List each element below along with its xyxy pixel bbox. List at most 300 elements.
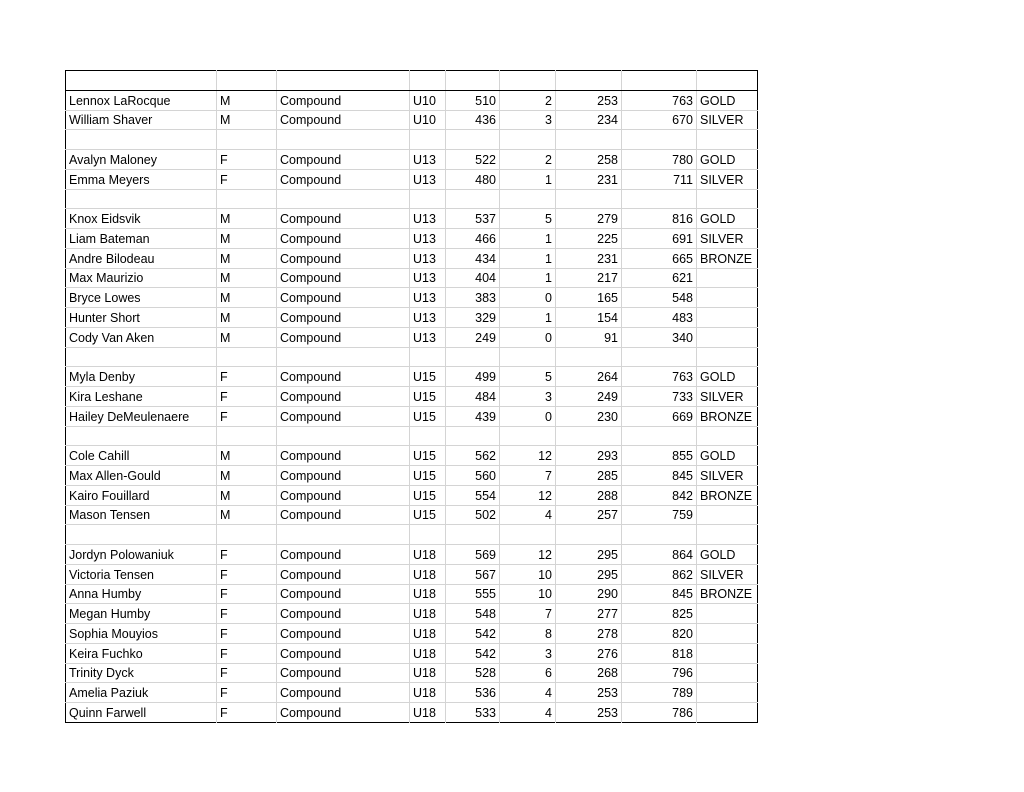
cell-name: Lennox LaRocque [66,90,217,110]
cell-bow: Compound [277,248,410,268]
cell-total: 763 [622,90,697,110]
cell-bow [277,426,410,446]
cell-round2: 276 [556,643,622,663]
cell-gender: M [217,110,277,130]
cell-score: 528 [446,663,500,683]
cell-name: Mason Tensen [66,505,217,525]
cell-round2: 295 [556,564,622,584]
cell-bow [277,71,410,91]
cell-score: 434 [446,248,500,268]
cell-name [66,347,217,367]
cell-medal: GOLD [697,209,758,229]
cell-bow: Compound [277,90,410,110]
cell-gender: F [217,663,277,683]
cell-score: 569 [446,545,500,565]
cell-round2: 293 [556,446,622,466]
cell-medal: SILVER [697,564,758,584]
cell-gender: M [217,288,277,308]
cell-age-class: U18 [410,545,446,565]
cell-name: Victoria Tensen [66,564,217,584]
cell-name: Trinity Dyck [66,663,217,683]
cell-medal [697,624,758,644]
cell-bow: Compound [277,703,410,723]
cell-bow: Compound [277,367,410,387]
cell-name: Knox Eidsvik [66,209,217,229]
cell-x-count: 5 [500,209,556,229]
results-table-body [66,71,758,723]
cell-total [622,189,697,209]
cell-score [446,130,500,150]
cell-x-count: 3 [500,643,556,663]
cell-bow: Compound [277,643,410,663]
cell-x-count [500,189,556,209]
cell-x-count: 0 [500,288,556,308]
table-row [66,485,758,505]
table-row [66,308,758,328]
cell-round2: 290 [556,584,622,604]
cell-total [622,347,697,367]
cell-medal [697,525,758,545]
cell-score: 466 [446,229,500,249]
cell-round2 [556,130,622,150]
cell-medal [697,643,758,663]
cell-round2: 165 [556,288,622,308]
cell-gender: F [217,584,277,604]
cell-gender: F [217,545,277,565]
cell-gender [217,426,277,446]
cell-round2: 154 [556,308,622,328]
cell-x-count: 1 [500,169,556,189]
cell-medal: GOLD [697,446,758,466]
cell-score: 383 [446,288,500,308]
cell-age-class: U18 [410,604,446,624]
cell-bow [277,130,410,150]
cell-medal: SILVER [697,229,758,249]
cell-age-class: U13 [410,169,446,189]
cell-name: Max Allen-Gould [66,466,217,486]
table-row [66,367,758,387]
cell-medal [697,268,758,288]
cell-total: 845 [622,466,697,486]
cell-bow: Compound [277,150,410,170]
cell-medal: SILVER [697,387,758,407]
cell-round2: 288 [556,485,622,505]
cell-score: 554 [446,485,500,505]
cell-medal: SILVER [697,466,758,486]
cell-score [446,525,500,545]
cell-age-class [410,189,446,209]
cell-score: 567 [446,564,500,584]
cell-medal [697,683,758,703]
cell-gender: F [217,624,277,644]
cell-round2: 277 [556,604,622,624]
cell-total: 816 [622,209,697,229]
cell-round2: 230 [556,406,622,426]
blank-row [66,130,758,150]
cell-round2: 268 [556,663,622,683]
cell-total [622,426,697,446]
cell-round2: 231 [556,169,622,189]
table-row [66,327,758,347]
cell-score: 436 [446,110,500,130]
cell-age-class [410,525,446,545]
cell-age-class: U15 [410,387,446,407]
cell-total: 483 [622,308,697,328]
cell-gender: F [217,564,277,584]
cell-score: 560 [446,466,500,486]
cell-name: Emma Meyers [66,169,217,189]
cell-round2: 253 [556,683,622,703]
cell-total: 786 [622,703,697,723]
cell-age-class: U10 [410,110,446,130]
cell-name: Sophia Mouyios [66,624,217,644]
cell-name: Megan Humby [66,604,217,624]
cell-age-class: U13 [410,308,446,328]
cell-total: 855 [622,446,697,466]
cell-score [446,71,500,91]
blank-row [66,71,758,91]
cell-x-count: 7 [500,466,556,486]
cell-gender: F [217,406,277,426]
cell-score: 249 [446,327,500,347]
cell-gender: M [217,248,277,268]
cell-name: Myla Denby [66,367,217,387]
cell-name: Hailey DeMeulenaere [66,406,217,426]
cell-medal [697,308,758,328]
cell-score: 510 [446,90,500,110]
cell-score: 542 [446,643,500,663]
cell-score: 499 [446,367,500,387]
cell-gender [217,71,277,91]
cell-gender: F [217,150,277,170]
cell-age-class: U15 [410,485,446,505]
table-row [66,505,758,525]
cell-total: 711 [622,169,697,189]
table-row [66,624,758,644]
cell-gender: M [217,308,277,328]
table-row [66,683,758,703]
cell-bow: Compound [277,288,410,308]
cell-score: 484 [446,387,500,407]
cell-total: 763 [622,367,697,387]
cell-x-count [500,347,556,367]
table-row [66,288,758,308]
blank-row [66,189,758,209]
cell-x-count: 12 [500,485,556,505]
cell-bow: Compound [277,663,410,683]
cell-medal [697,189,758,209]
cell-x-count [500,525,556,545]
cell-name: Keira Fuchko [66,643,217,663]
table-row [66,150,758,170]
table-row [66,209,758,229]
cell-medal: GOLD [697,367,758,387]
cell-x-count: 10 [500,564,556,584]
cell-score: 533 [446,703,500,723]
cell-name: Avalyn Maloney [66,150,217,170]
cell-bow: Compound [277,564,410,584]
cell-x-count: 3 [500,110,556,130]
cell-age-class: U15 [410,406,446,426]
cell-age-class [410,347,446,367]
cell-total: 780 [622,150,697,170]
cell-score: 562 [446,446,500,466]
cell-score: 536 [446,683,500,703]
cell-bow: Compound [277,387,410,407]
table-row [66,446,758,466]
cell-total: 842 [622,485,697,505]
cell-age-class: U15 [410,466,446,486]
cell-gender: F [217,703,277,723]
cell-name [66,189,217,209]
cell-x-count [500,130,556,150]
cell-bow: Compound [277,268,410,288]
cell-round2: 217 [556,268,622,288]
cell-round2: 278 [556,624,622,644]
cell-x-count: 0 [500,327,556,347]
cell-total: 864 [622,545,697,565]
cell-score [446,189,500,209]
cell-name [66,426,217,446]
cell-age-class: U18 [410,683,446,703]
cell-round2 [556,71,622,91]
cell-score: 502 [446,505,500,525]
cell-medal: BRONZE [697,584,758,604]
cell-age-class: U13 [410,209,446,229]
cell-name: Liam Bateman [66,229,217,249]
cell-round2: 257 [556,505,622,525]
table-row [66,604,758,624]
cell-x-count: 2 [500,90,556,110]
cell-round2: 285 [556,466,622,486]
cell-x-count: 1 [500,248,556,268]
cell-name: Cody Van Aken [66,327,217,347]
cell-x-count: 4 [500,683,556,703]
cell-medal: SILVER [697,169,758,189]
cell-round2: 234 [556,110,622,130]
cell-score: 548 [446,604,500,624]
cell-round2: 258 [556,150,622,170]
cell-bow: Compound [277,209,410,229]
cell-medal: BRONZE [697,485,758,505]
table-row [66,169,758,189]
cell-score [446,426,500,446]
cell-age-class: U13 [410,268,446,288]
table-row [66,663,758,683]
cell-x-count: 1 [500,308,556,328]
table-row [66,584,758,604]
cell-x-count: 6 [500,663,556,683]
cell-total: 665 [622,248,697,268]
cell-round2: 231 [556,248,622,268]
cell-bow: Compound [277,406,410,426]
cell-score: 480 [446,169,500,189]
cell-gender: M [217,268,277,288]
cell-bow [277,189,410,209]
cell-name: Amelia Paziuk [66,683,217,703]
table-row [66,110,758,130]
cell-medal [697,703,758,723]
cell-x-count: 4 [500,505,556,525]
cell-name: Anna Humby [66,584,217,604]
cell-name: Andre Bilodeau [66,248,217,268]
cell-round2: 295 [556,545,622,565]
cell-age-class: U18 [410,643,446,663]
cell-age-class: U18 [410,584,446,604]
cell-score: 537 [446,209,500,229]
cell-x-count: 4 [500,703,556,723]
cell-score [446,347,500,367]
cell-total: 621 [622,268,697,288]
cell-gender: F [217,387,277,407]
table-row [66,643,758,663]
cell-name [66,71,217,91]
cell-bow: Compound [277,169,410,189]
cell-gender: F [217,643,277,663]
cell-name: Bryce Lowes [66,288,217,308]
cell-gender: F [217,367,277,387]
cell-gender: M [217,229,277,249]
cell-bow: Compound [277,505,410,525]
cell-round2: 249 [556,387,622,407]
cell-gender [217,130,277,150]
cell-age-class: U13 [410,248,446,268]
cell-gender: M [217,209,277,229]
cell-age-class: U18 [410,564,446,584]
cell-bow: Compound [277,229,410,249]
cell-round2 [556,426,622,446]
cell-age-class: U15 [410,446,446,466]
cell-name: Kairo Fouillard [66,485,217,505]
cell-gender: F [217,169,277,189]
cell-bow: Compound [277,466,410,486]
table-row [66,703,758,723]
cell-bow: Compound [277,446,410,466]
cell-round2: 264 [556,367,622,387]
cell-x-count: 2 [500,150,556,170]
cell-medal [697,505,758,525]
cell-age-class [410,130,446,150]
cell-medal [697,604,758,624]
cell-x-count: 1 [500,268,556,288]
cell-x-count: 3 [500,387,556,407]
table-row [66,90,758,110]
cell-medal [697,663,758,683]
cell-x-count: 10 [500,584,556,604]
table-row [66,406,758,426]
cell-name: Max Maurizio [66,268,217,288]
cell-age-class: U13 [410,288,446,308]
cell-medal [697,347,758,367]
cell-medal [697,71,758,91]
cell-age-class: U13 [410,150,446,170]
table-row [66,564,758,584]
cell-x-count: 12 [500,545,556,565]
cell-gender: M [217,485,277,505]
cell-name: Hunter Short [66,308,217,328]
table-row [66,229,758,249]
cell-medal [697,327,758,347]
cell-total: 820 [622,624,697,644]
cell-x-count: 5 [500,367,556,387]
cell-total: 691 [622,229,697,249]
cell-gender: M [217,505,277,525]
cell-x-count: 1 [500,229,556,249]
cell-total: 825 [622,604,697,624]
cell-medal: SILVER [697,110,758,130]
cell-bow [277,347,410,367]
cell-total: 340 [622,327,697,347]
cell-total: 789 [622,683,697,703]
cell-name: Quinn Farwell [66,703,217,723]
cell-round2 [556,347,622,367]
cell-round2 [556,525,622,545]
cell-round2: 279 [556,209,622,229]
table-row [66,387,758,407]
cell-x-count: 7 [500,604,556,624]
cell-name: Cole Cahill [66,446,217,466]
cell-score: 439 [446,406,500,426]
cell-age-class: U15 [410,367,446,387]
cell-bow: Compound [277,110,410,130]
cell-bow: Compound [277,604,410,624]
cell-name [66,525,217,545]
cell-gender: F [217,683,277,703]
table-row [66,545,758,565]
cell-medal: BRONZE [697,248,758,268]
cell-total: 733 [622,387,697,407]
cell-x-count: 12 [500,446,556,466]
cell-total: 548 [622,288,697,308]
cell-score: 555 [446,584,500,604]
results-table [65,70,758,723]
cell-gender: F [217,604,277,624]
cell-name: William Shaver [66,110,217,130]
cell-name [66,130,217,150]
cell-x-count: 0 [500,406,556,426]
cell-age-class: U18 [410,703,446,723]
cell-total: 818 [622,643,697,663]
cell-bow: Compound [277,624,410,644]
cell-score: 522 [446,150,500,170]
cell-total [622,71,697,91]
table-row [66,248,758,268]
blank-row [66,525,758,545]
cell-total: 796 [622,663,697,683]
cell-round2 [556,189,622,209]
cell-age-class: U18 [410,624,446,644]
cell-total: 669 [622,406,697,426]
cell-x-count [500,426,556,446]
cell-total: 862 [622,564,697,584]
table-row [66,466,758,486]
cell-age-class: U18 [410,663,446,683]
cell-name: Kira Leshane [66,387,217,407]
cell-gender: M [217,90,277,110]
cell-medal: GOLD [697,545,758,565]
cell-bow [277,525,410,545]
blank-row [66,426,758,446]
cell-gender [217,347,277,367]
table-row [66,268,758,288]
cell-bow: Compound [277,545,410,565]
cell-age-class: U15 [410,505,446,525]
cell-bow: Compound [277,327,410,347]
cell-age-class [410,426,446,446]
cell-total: 845 [622,584,697,604]
cell-round2: 91 [556,327,622,347]
cell-score: 542 [446,624,500,644]
